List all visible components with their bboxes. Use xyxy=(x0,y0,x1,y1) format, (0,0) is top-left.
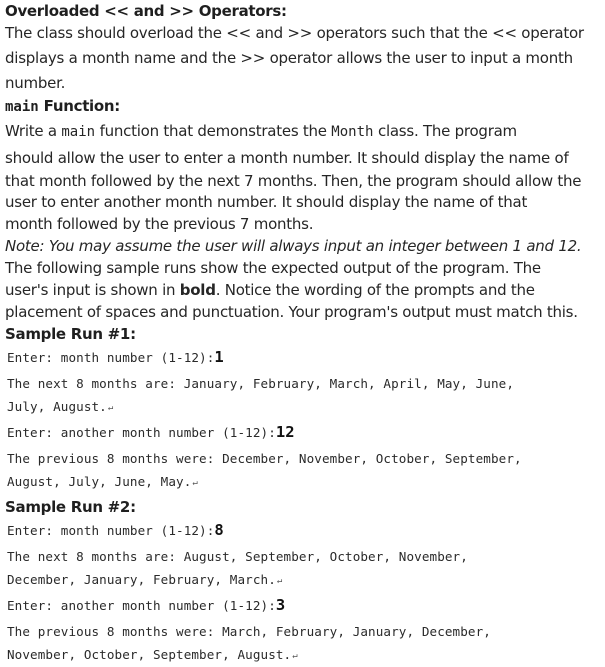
sample-run-1-prompt-1 xyxy=(7,348,224,367)
output-text: December, January, February, March. xyxy=(7,572,276,587)
overload-text-line-2: displays a month name and the >> operator allows the user to input a month xyxy=(5,49,573,67)
user-input: 1 xyxy=(214,348,224,366)
month-code-inline: Month xyxy=(331,124,374,140)
sample-intro-line-3: placement of spaces and punctuation. Your program's output must match this. xyxy=(5,303,578,321)
sample-run-1-output-1-line-2 xyxy=(7,398,113,417)
main-heading xyxy=(5,96,120,117)
sample-run-2-heading: Sample Run #2: xyxy=(5,498,136,516)
output-text: August, July, June, May. xyxy=(7,474,192,489)
output-text: November, October, September, August. xyxy=(7,647,292,662)
main-code-inline: main xyxy=(61,124,96,140)
sample-run-1-prompt-2 xyxy=(7,423,295,442)
note-line: Note: You may assume the user will always input an integer between 1 and 12. xyxy=(5,237,582,255)
main-text-segment: function that demonstrates the xyxy=(95,122,332,140)
main-text-segment: class. The program xyxy=(373,122,517,140)
return-icon: ↵ xyxy=(292,651,298,661)
sample-run-2-output-1-line-1: The next 8 months are: August, September, October, November, xyxy=(7,549,468,564)
sample-run-1-heading: Sample Run #1: xyxy=(5,325,136,343)
sample-run-2-prompt-2 xyxy=(7,596,285,615)
output-text: July, August. xyxy=(7,399,107,414)
main-heading-code: main xyxy=(5,99,39,115)
sample-intro-line-2 xyxy=(5,280,535,300)
sample-intro-segment: user's input is shown in xyxy=(5,281,180,299)
sample-run-2-output-2-line-1: The previous 8 months were: March, February, January, December, xyxy=(7,624,491,639)
prompt-text: Enter: month number (1-12): xyxy=(7,523,215,538)
main-text-line-1 xyxy=(5,121,517,142)
overload-heading: Overloaded << and >> Operators: xyxy=(5,2,287,20)
return-icon: ↵ xyxy=(192,478,198,488)
prompt-text: Enter: another month number (1-12): xyxy=(7,425,276,440)
sample-run-2-prompt-1 xyxy=(7,521,224,540)
return-icon: ↵ xyxy=(276,576,283,586)
bold-word: bold xyxy=(179,281,216,299)
prompt-text: Enter: another month number (1-12): xyxy=(7,598,276,613)
sample-run-2-output-1-line-2 xyxy=(7,571,282,590)
sample-run-1-output-2-line-2 xyxy=(7,473,198,492)
user-input: 3 xyxy=(275,596,286,614)
return-icon: ↵ xyxy=(107,403,114,413)
main-text-segment: Write a xyxy=(5,122,62,140)
main-text-line-4: user to enter another month number. It should display the name of that xyxy=(5,193,528,211)
main-text-line-2: should allow the user to enter a month number. It should display the name of xyxy=(5,149,569,167)
sample-intro-segment: . Notice the wording of the prompts and the xyxy=(215,281,535,299)
sample-run-1-output-2-line-1: The previous 8 months were: December, November, October, September, xyxy=(7,451,522,466)
user-input: 12 xyxy=(275,423,295,441)
main-text-line-3: that month followed by the next 7 months. Then, the program should allow the xyxy=(5,172,582,190)
overload-text-line-3: number. xyxy=(5,74,66,92)
user-input: 8 xyxy=(214,521,224,539)
overload-text-line-1: The class should overload the << and >> operators such that the << operator xyxy=(5,24,584,42)
sample-intro-line-1: The following sample runs show the expected output of the program. The xyxy=(5,259,541,277)
main-heading-text: Function: xyxy=(38,97,120,115)
sample-run-1-output-1-line-1: The next 8 months are: January, February, March, April, May, June, xyxy=(7,376,515,391)
sample-run-2-output-2-line-2 xyxy=(7,646,298,665)
prompt-text: Enter: month number (1-12): xyxy=(7,350,215,365)
main-text-line-5: month followed by the previous 7 months. xyxy=(5,215,314,233)
